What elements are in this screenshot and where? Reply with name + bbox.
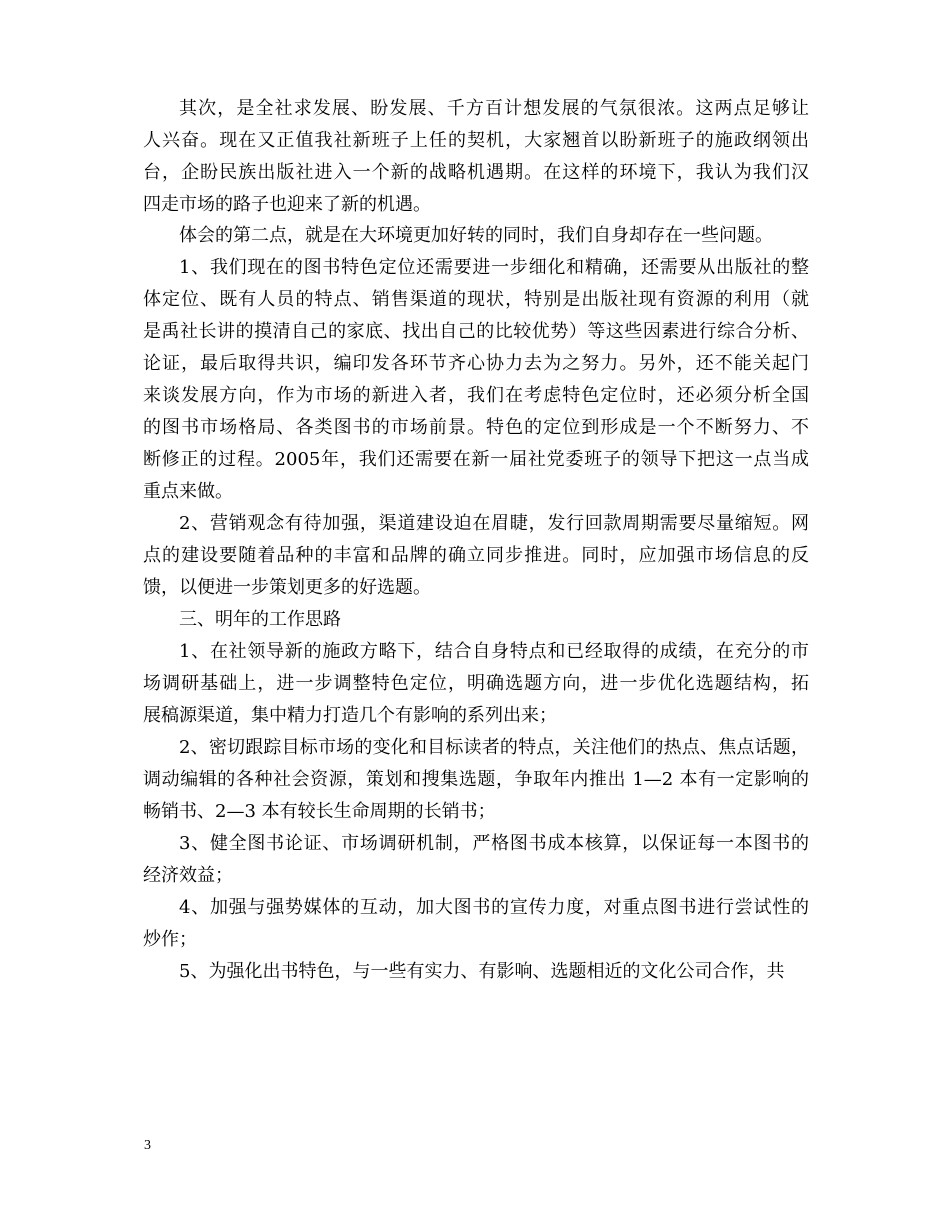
text-line: 1、我们现在的图书特色定位还需要进一步细化和精确，还需要从出版社的整	[179, 257, 809, 278]
text-line: 体会的第二点，就是在大环境更加好转的同时，我们自身却存在一些问题。	[179, 225, 773, 246]
text-line: 馈，以便进一步策划更多的好选题。	[143, 577, 431, 598]
paragraph-4	[143, 508, 809, 604]
paragraph-1	[143, 93, 809, 221]
text-line: 4、加强与强势媒体的互动，加大图书的宣传力度，对重点图书进行尝试性的	[179, 897, 809, 918]
text-line: 展稿源渠道，集中精力打造几个有影响的系列出来；	[143, 705, 557, 726]
text-line: 是禹社长讲的摸清自己的家底、找出自己的比较优势）等这些因素进行综合分析、	[143, 321, 809, 342]
text-line: 断修正的过程。2005年，我们还需要在新一届社党委班子的领导下把这一点当成	[143, 449, 809, 470]
text-line: 来谈发展方向，作为市场的新进入者，我们在考虑特色定位时，还必须分析全国	[143, 385, 809, 406]
text-line: 论证，最后取得共识，编印发各环节齐心协力去为之努力。另外，还不能关起门	[143, 353, 809, 374]
text-line: 经济效益；	[143, 865, 233, 886]
text-line: 1、在社领导新的施政方略下，结合自身特点和已经取得的成绩，在充分的市	[179, 641, 809, 662]
paragraph-2	[143, 220, 809, 252]
text-line: 四走市场的路子也迎来了新的机遇。	[143, 194, 431, 215]
text-line: 3、健全图书论证、市场调研机制，严格图书成本核算，以保证每一本图书的	[179, 833, 809, 854]
text-line: 体定位、既有人员的特点、销售渠道的现状，特别是出版社现有资源的利用（就	[143, 289, 809, 310]
text-line: 炒作；	[143, 929, 197, 950]
text-line: 台，企盼民族出版社进入一个新的战略机遇期。在这样的环境下，我认为我们汉	[143, 162, 809, 183]
paragraph-9	[143, 892, 809, 956]
text-line: 场调研基础上，进一步调整特色定位，明确选题方向，进一步优化选题结构，拓	[143, 673, 809, 694]
paragraph-6	[143, 636, 809, 732]
text-line: 其次，是全社求发展、盼发展、千方百计想发展的气氛很浓。这两点足够让	[179, 98, 809, 119]
paragraph-8	[143, 828, 809, 892]
text-line: 三、明年的工作思路	[179, 609, 341, 630]
text-line: 点的建设要随着品种的丰富和品牌的确立同步推进。同时，应加强市场信息的反	[143, 545, 809, 566]
paragraph-10	[143, 956, 809, 988]
text-line: 2、密切跟踪目标市场的变化和目标读者的特点，关注他们的热点、焦点话题，	[179, 737, 809, 758]
text-line: 的图书市场格局、各类图书的市场前景。特色的定位到形成是一个不断努力、不	[143, 417, 809, 438]
text-line: 2、营销观念有待加强，渠道建设迫在眉睫，发行回款周期需要尽量缩短。网	[179, 513, 809, 534]
text-line: 畅销书、2—3 本有较长生命周期的长销书；	[143, 801, 496, 822]
paragraph-5	[143, 604, 809, 636]
text-line: 调动编辑的各种社会资源，策划和搜集选题，争取年内推出 1—2 本有一定影响的	[143, 769, 809, 790]
page-number: 3	[144, 1138, 151, 1153]
text-line: 人兴奋。现在又正值我社新班子上任的契机，大家翘首以盼新班子的施政纲领出	[143, 130, 809, 151]
paragraph-3	[143, 252, 809, 508]
text-line: 5、为强化出书特色，与一些有实力、有影响、选题相近的文化公司合作，共	[179, 961, 785, 982]
text-line: 重点来做。	[143, 481, 233, 502]
paragraph-7	[143, 732, 809, 828]
